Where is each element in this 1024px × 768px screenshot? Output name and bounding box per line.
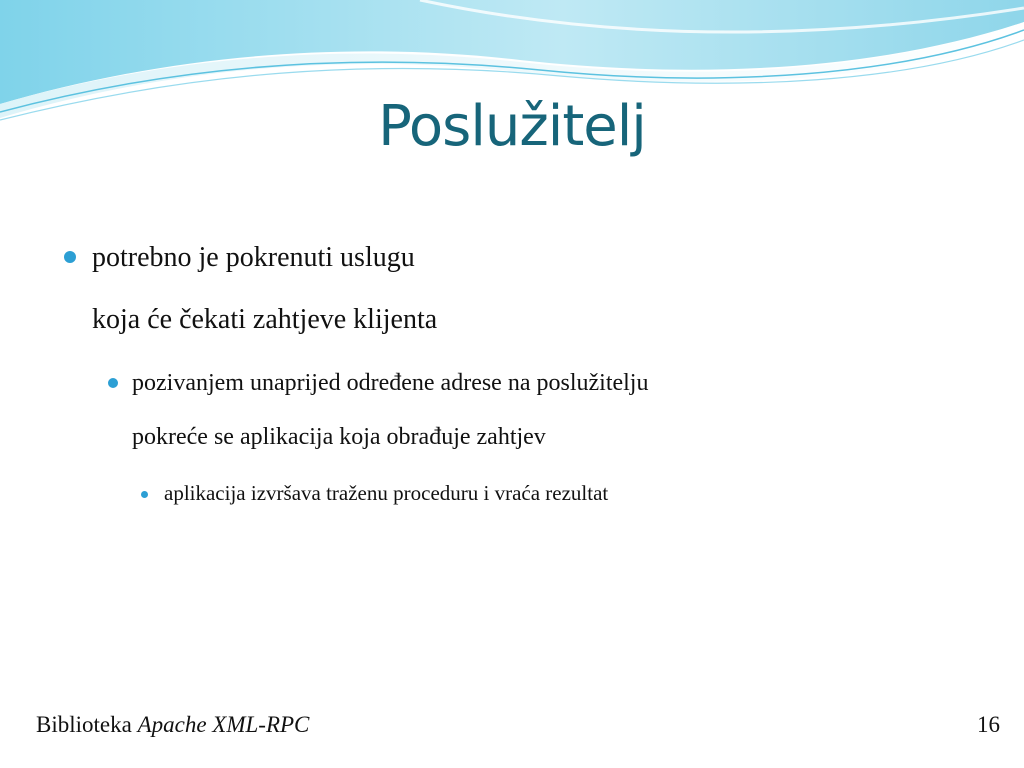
slide-title: Poslužitelj [378, 94, 646, 159]
bullet-level1-line1: potrebno je pokrenuti uslugu [92, 242, 415, 273]
bullet-level2-line1: pozivanjem unaprijed određene adrese na poslužitelju [132, 370, 649, 396]
page-number: 16 [977, 712, 1000, 737]
footer-title [36, 712, 309, 738]
bullet-level3-line1: aplikacija izvršava traženu proceduru i vraća rezultat [164, 481, 609, 505]
bullet-level1-line2: koja će čekati zahtjeve klijenta [92, 304, 438, 335]
bullet-level2-icon [108, 378, 118, 388]
footer-title-prefix: Biblioteka [36, 712, 138, 737]
footer-title-italic: Apache XML-RPC [137, 712, 310, 737]
bullet-level1-icon [64, 251, 76, 263]
bullet-level2-line2: pokreće se aplikacija koja obrađuje zahtjev [132, 424, 546, 450]
bullet-level3-icon [141, 491, 148, 498]
